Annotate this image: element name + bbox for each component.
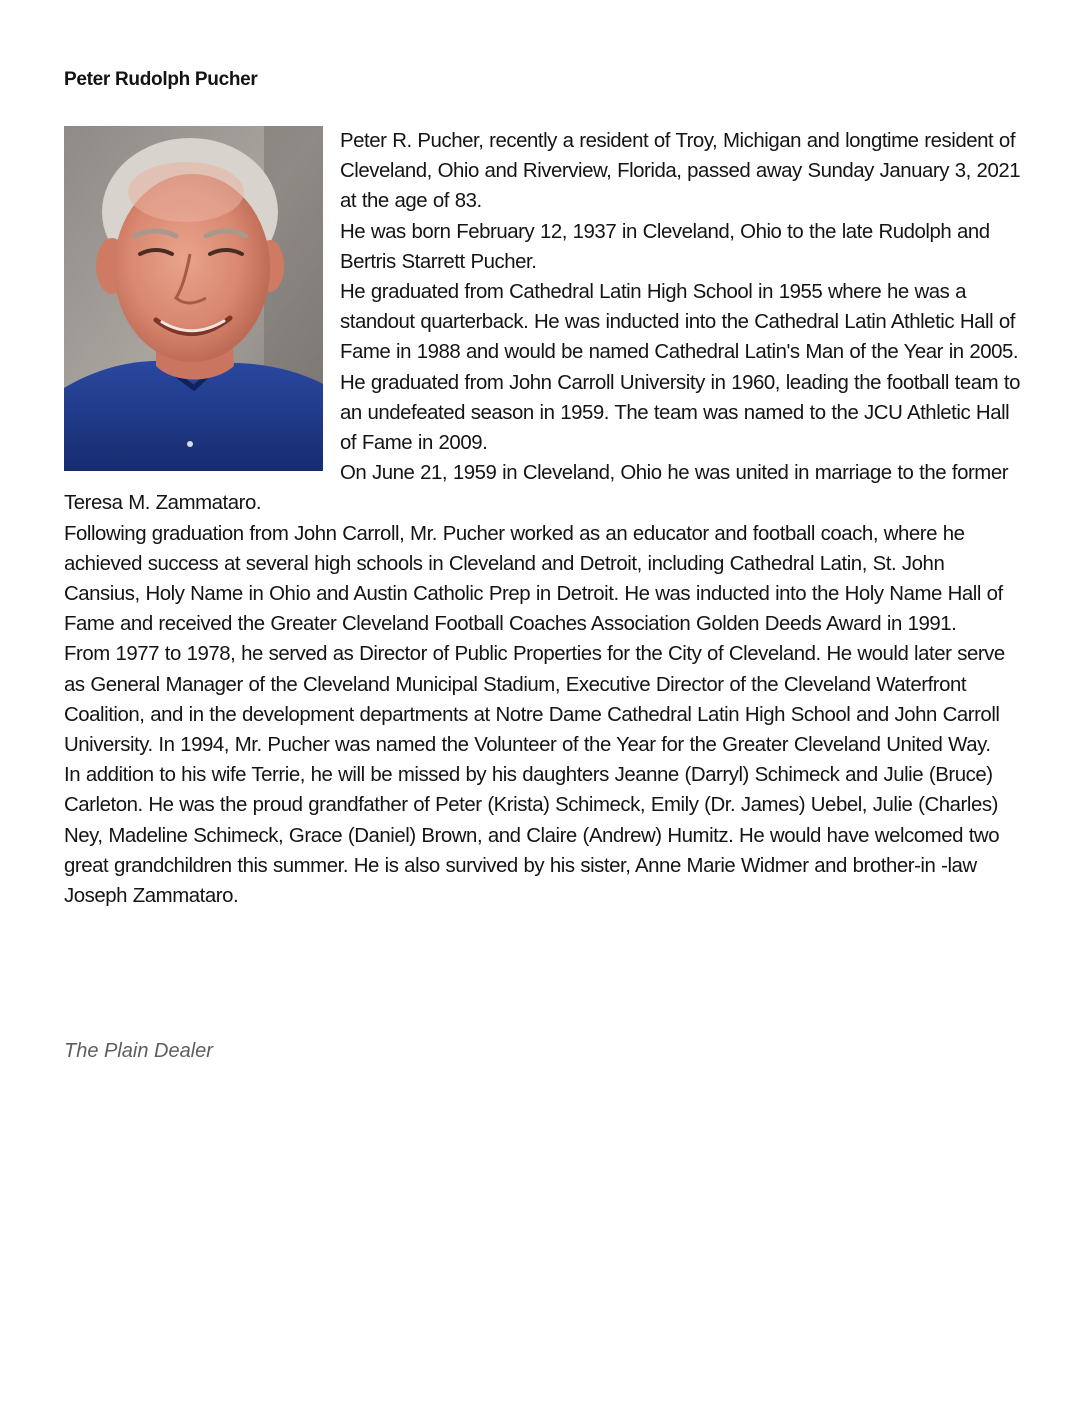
paragraph-marriage: On June 21, 1959 in Cleveland, Ohio he was united in marriage to the former Teresa M. Zammataro. (64, 462, 1009, 515)
photo-spacer (64, 126, 340, 488)
paragraph-survivors: In addition to his wife Terrie, he will be missed by his daughters Jeanne (Darryl) Schimeck and Julie (Bruce) Carleton. He was the proud grandfather of Peter (Krista) Schimeck, Emily (Dr. James) Uebel, Julie (Charles) Ney, Madeline Schimeck, Grace (Daniel) Brown, and Claire (Andrew) Humitz. He would have welcomed two great grandchildren this summer. He is also survived by his sister, Anne Marie Widmer and brother-in -law Joseph Zammataro. (64, 764, 1000, 908)
paragraph-residence: Peter R. Pucher, recently a resident of Troy, Michigan and longtime resident of Cleveland, Ohio and Riverview, Florida, passed away Sunday January 3, 2021 at the age of 83. (340, 130, 1021, 213)
paragraph-public-service: From 1977 to 1978, he served as Director of Public Properties for the City of Cleveland. He would later serve as General Manager of the Cleveland Municipal Stadium, Executive Director of the Cleveland Waterfront Coalition, and in the development departments at Notre Dame Cathedral Latin High School and John Carroll University. In 1994, Mr. Pucher was named the Volunteer of the Year for the Greater Cleveland United Way. (64, 643, 1005, 757)
obituary-title: Peter Rudolph Pucher (64, 69, 258, 90)
paragraph-education: He graduated from Cathedral Latin High School in 1955 where he was a standout quarterback. He was inducted into the Cathedral Latin Athletic Hall of Fame in 1988 and would be named Cathedral Latin's Man of the Year in 2005. He graduated from John Carroll University in 1960, leading the football team to an undefeated season in 1959. The team was named to the JCU Athletic Hall of Fame in 2009. (340, 281, 1020, 455)
paragraph-career: Following graduation from John Carroll, Mr. Pucher worked as an educator and football coach, where he achieved success at several high schools in Cleveland and Detroit, including Cathedral Latin, St. John Cansius, Holy Name in Ohio and Austin Catholic Prep in Detroit. He was inducted into the Holy Name Hall of Fame and received the Greater Cleveland Football Coaches Association Golden Deeds Award in 1991. (64, 522, 1003, 636)
paragraph-birth: He was born February 12, 1937 in Cleveland, Ohio to the late Rudolph and Bertris Starrett Pucher. (340, 220, 990, 273)
source-credit: The Plain Dealer (64, 1040, 213, 1062)
obituary-body (64, 126, 1024, 911)
